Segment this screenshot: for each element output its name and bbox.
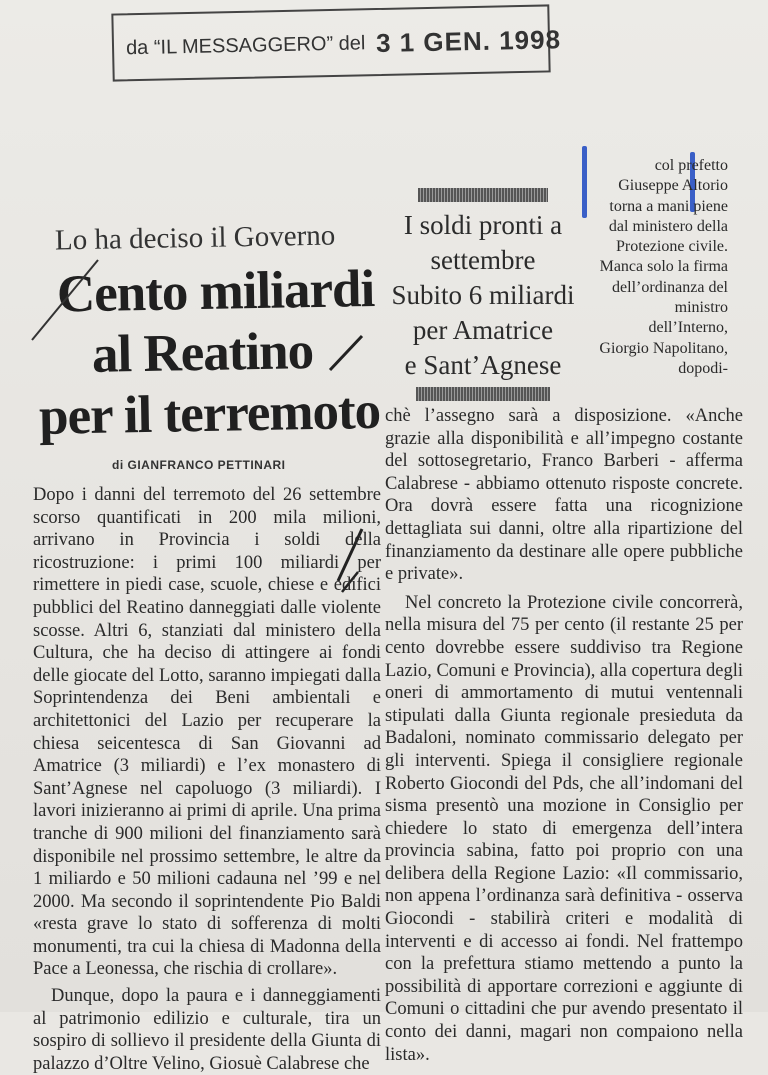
- source-stamp: [111, 4, 562, 81]
- paragraph: Nel concreto la Protezione civile concorrerà, nella misura del 75 per cento (il restante 25 per cento dovrebbe essere suddiviso tra Regione Lazio, Comuni e Provincia), alla copertura degli oneri di ammortamento di mutui ventennali stipulati dalla Giunta regionale presieduta da Badaloni, nominato commissario delegato per gli interventi. Spiega il consigliere regionale Roberto Giocondi del Pds, che all’indomani del sisma presentò una mozione in Consiglio per chiedere lo stato di emergenza dell’intera provincia sabina, fatto poi proprio con una delibera della Regione Lazio: «Il commissario, non appena l’ordinanza sarà definitiva - osserva Giocondi - stabilirà criteri e modalità di interventi e di accesso ai fondi. Nel frattempo con la prefettura stiamo mettendo a punto la possibilità di apportare correzioni e aggiunte di Comuni o cittadini che pur avendo presentato il conto dei danni, magari non compaiono nella lista».: [385, 592, 743, 1065]
- headline-line-3: per il terremoto: [38, 381, 381, 446]
- headline-line-2: al Reatino: [91, 322, 314, 384]
- subheadline: [378, 188, 588, 401]
- paragraph: Dopo i danni del terremoto del 26 settembre scorso quantificati in 200 mila milioni, arrivano in Provincia i soldi della ricostruzione: i primi 100 miliardi per rimettere in piedi case, scuole, chiese e edifici pubblici del Reatino danneggiati dalle violente scosse. Altri 6, stanziati dal ministero della Cultura, che ha deciso di attingere ai fondi delle giocate del Lotto, saranno impiegati dalla Soprintendenza dei Beni ambientali e architettonici del Lazio per recuperare la chiesa seicentesca di San Giovanni ad Amatrice (3 miliardi) e l’ex monastero di Sant’Agnese nel capoluogo (3 miliardi). I lavori inizieranno ai primi di aprile. Una prima tranche di 900 milioni del finanziamento sarà disponibile nel prossimo settembre, le altre da 1 miliardo e 50 milioni cadauna nel ’99 e nel 2000. Ma secondo il soprintendente Pio Baldi «resta grave lo stato di sofferenza di molti monumenti, tra cui la chiesa di Madonna della Pace a Leonessa, che rischia di crollare».: [33, 485, 381, 980]
- subheadline-line: settembre: [430, 245, 536, 275]
- pen-mark-icon: [28, 248, 128, 348]
- column-narrow: col prefetto Giuseppe Altorio torna a mani piene dal ministero della Protezione civile. Manca solo la firma dell’ordinanza del ministro dell’Interno, Giorgio Napolitano, dopodi-: [599, 157, 728, 377]
- divider-bar: [416, 387, 550, 401]
- subheadline-line: I soldi pronti a: [403, 210, 563, 240]
- byline: di GIANFRANCO PETTINARI: [112, 458, 286, 472]
- headline-line-1: Cento miliardi: [56, 259, 375, 324]
- subheadline-line: e Sant’Agnese: [404, 350, 562, 380]
- pen-slash-icon: [320, 330, 370, 380]
- column-right: [385, 405, 743, 1066]
- subheadline-line: per Amatrice: [412, 315, 554, 345]
- column-left: [33, 484, 381, 1075]
- highlighter-mark: [582, 146, 587, 218]
- paragraph: Dunque, dopo la paura e i danneggiamenti al patrimonio edilizio e culturale, tira un sospiro di sollievo il presidente della Giunta di palazzo d’Oltre Velino, Giosuè Calabrese che: [33, 986, 381, 1074]
- paragraph: chè l’assegno sarà a disposizione. «Anche grazie alla disponibilità e all’impegno costante del sottosegretario, Franco Barberi - afferma Calabrese - abbiamo ottenuto risposte concrete. Ora dovrà essere fatta una ricognizione dettagliata sui danni, oltre alla ripartizione del finanziamento da destinare alle opere pubbliche e private».: [385, 406, 743, 585]
- subheadline-line: Subito 6 miliardi: [391, 280, 575, 310]
- kicker: Lo ha deciso il Governo: [54, 219, 336, 257]
- stamp-source: da “IL MESSAGGERO” del: [125, 32, 366, 60]
- divider-bar: [418, 188, 548, 202]
- stamp-date: 3 1 GEN. 1998: [375, 24, 562, 59]
